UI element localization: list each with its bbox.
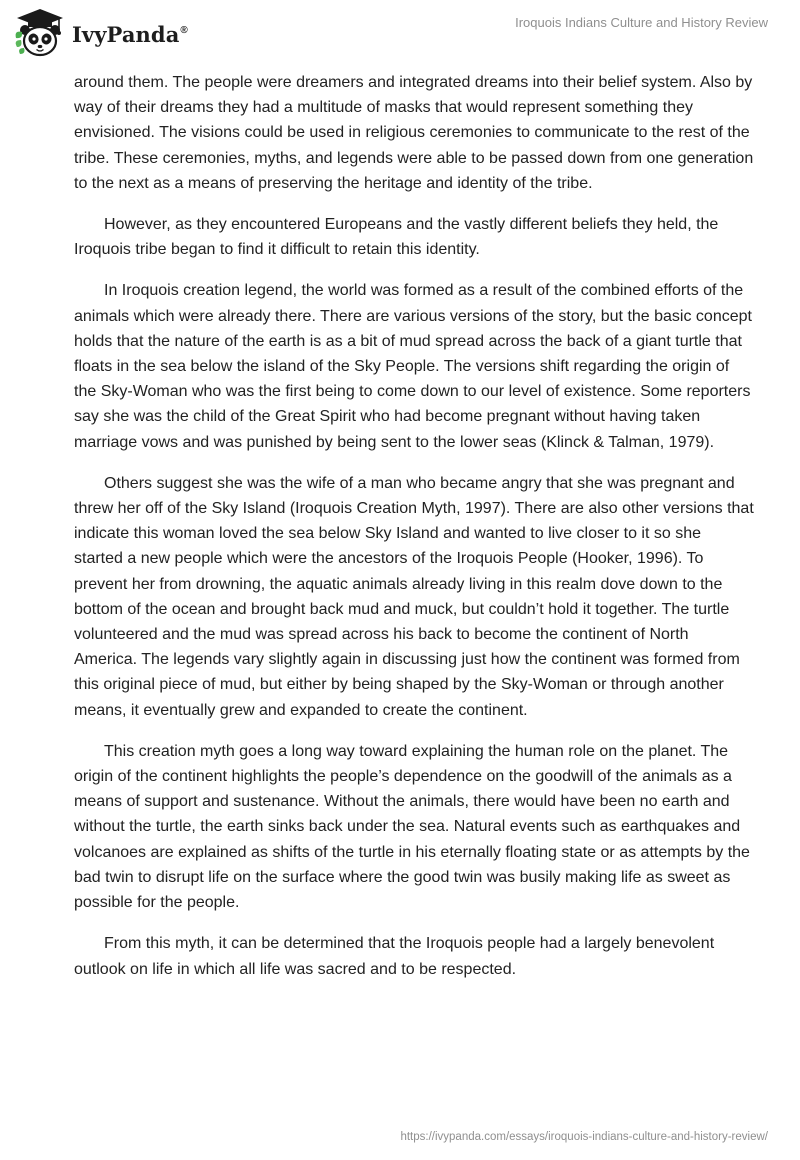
logo-wordmark: IvyPanda® bbox=[72, 21, 188, 47]
paragraph: In Iroquois creation legend, the world was formed as a result of the combined efforts of the animals which were already there. There are various versions of the story, but the basic concept holds that the nature of the earth is as a bit of mud spread across the back of a giant turtle that floats in the sea below the island of the Sky People. The versions shift regarding the origin of the Sky-Woman who was the first being to come down to our level of existence. Some reporters say she was the child of the Great Spirit who had become pregnant without having taken marriage vows and was punished by being sent to the lower seas (Klinck & Talman, 1979). bbox=[74, 282, 752, 451]
page-header bbox=[0, 0, 800, 60]
panda-graduation-cap-icon bbox=[14, 8, 66, 58]
essay-body bbox=[74, 70, 754, 998]
paragraph: From this myth, it can be determined that the Iroquois people had a largely benevolent outlook on life in which all life was sacred and to be respected. bbox=[74, 935, 715, 978]
paragraph: Others suggest she was the wife of a man who became angry that she was pregnant and threw her off of the Sky Island (Iroquois Creation Myth, 1997). There are also other versions that indicate this woman loved the sea below Sky Island and wanted to live closer to it so she started a new people which were the ancestors of the Iroquois People (Hooker, 1996). To prevent her from drowning, the aquatic animals already living in this realm dove down to the bottom of the ocean and brought back mud and muck, but couldn’t hold it together. The turtle volunteered and the mud was spread across his back to become the continent of North America. The legends vary slightly again in discussing just how the continent was formed from this original piece of mud, but either by being shaped by the Sky-Woman or through another means, it eventually grew and expanded to create the continent. bbox=[74, 474, 754, 719]
paragraph: However, as they encountered Europeans and the vastly different beliefs they held, the Iroquois tribe began to find it difficult to retain this identity. bbox=[74, 216, 719, 259]
registered-mark: ® bbox=[180, 24, 188, 36]
document-title: Iroquois Indians Culture and History Review bbox=[515, 15, 768, 30]
paragraph: This creation myth goes a long way toward explaining the human role on the planet. The origin of the continent highlights the people’s dependence on the goodwill of the animals as a means of support and sustenance. Without the animals, there would have been no earth and without the turtle, the earth sinks back under the sea. Natural events such as earthquakes and volcanoes are explained as shifts of the turtle in his eternally floating state or as attempts by the bad twin to disrupt life on the surface where the good twin was busily making life as sweet as possible for the people. bbox=[74, 742, 750, 912]
source-url[interactable]: https://ivypanda.com/essays/iroquois-indians-culture-and-history-review/ bbox=[400, 1131, 768, 1143]
ivypanda-logo[interactable] bbox=[14, 8, 188, 58]
paragraph: around them. The people were dreamers and integrated dreams into their belief system. Also by way of their dreams they had a multitude of masks that would represent something they envisioned. The visions could be used in religious ceremonies to communicate to the rest of the tribe. These ceremonies, myths, and legends were able to be passed down from one generation to the next as a means of preserving the heritage and identity of the tribe. bbox=[74, 74, 754, 192]
